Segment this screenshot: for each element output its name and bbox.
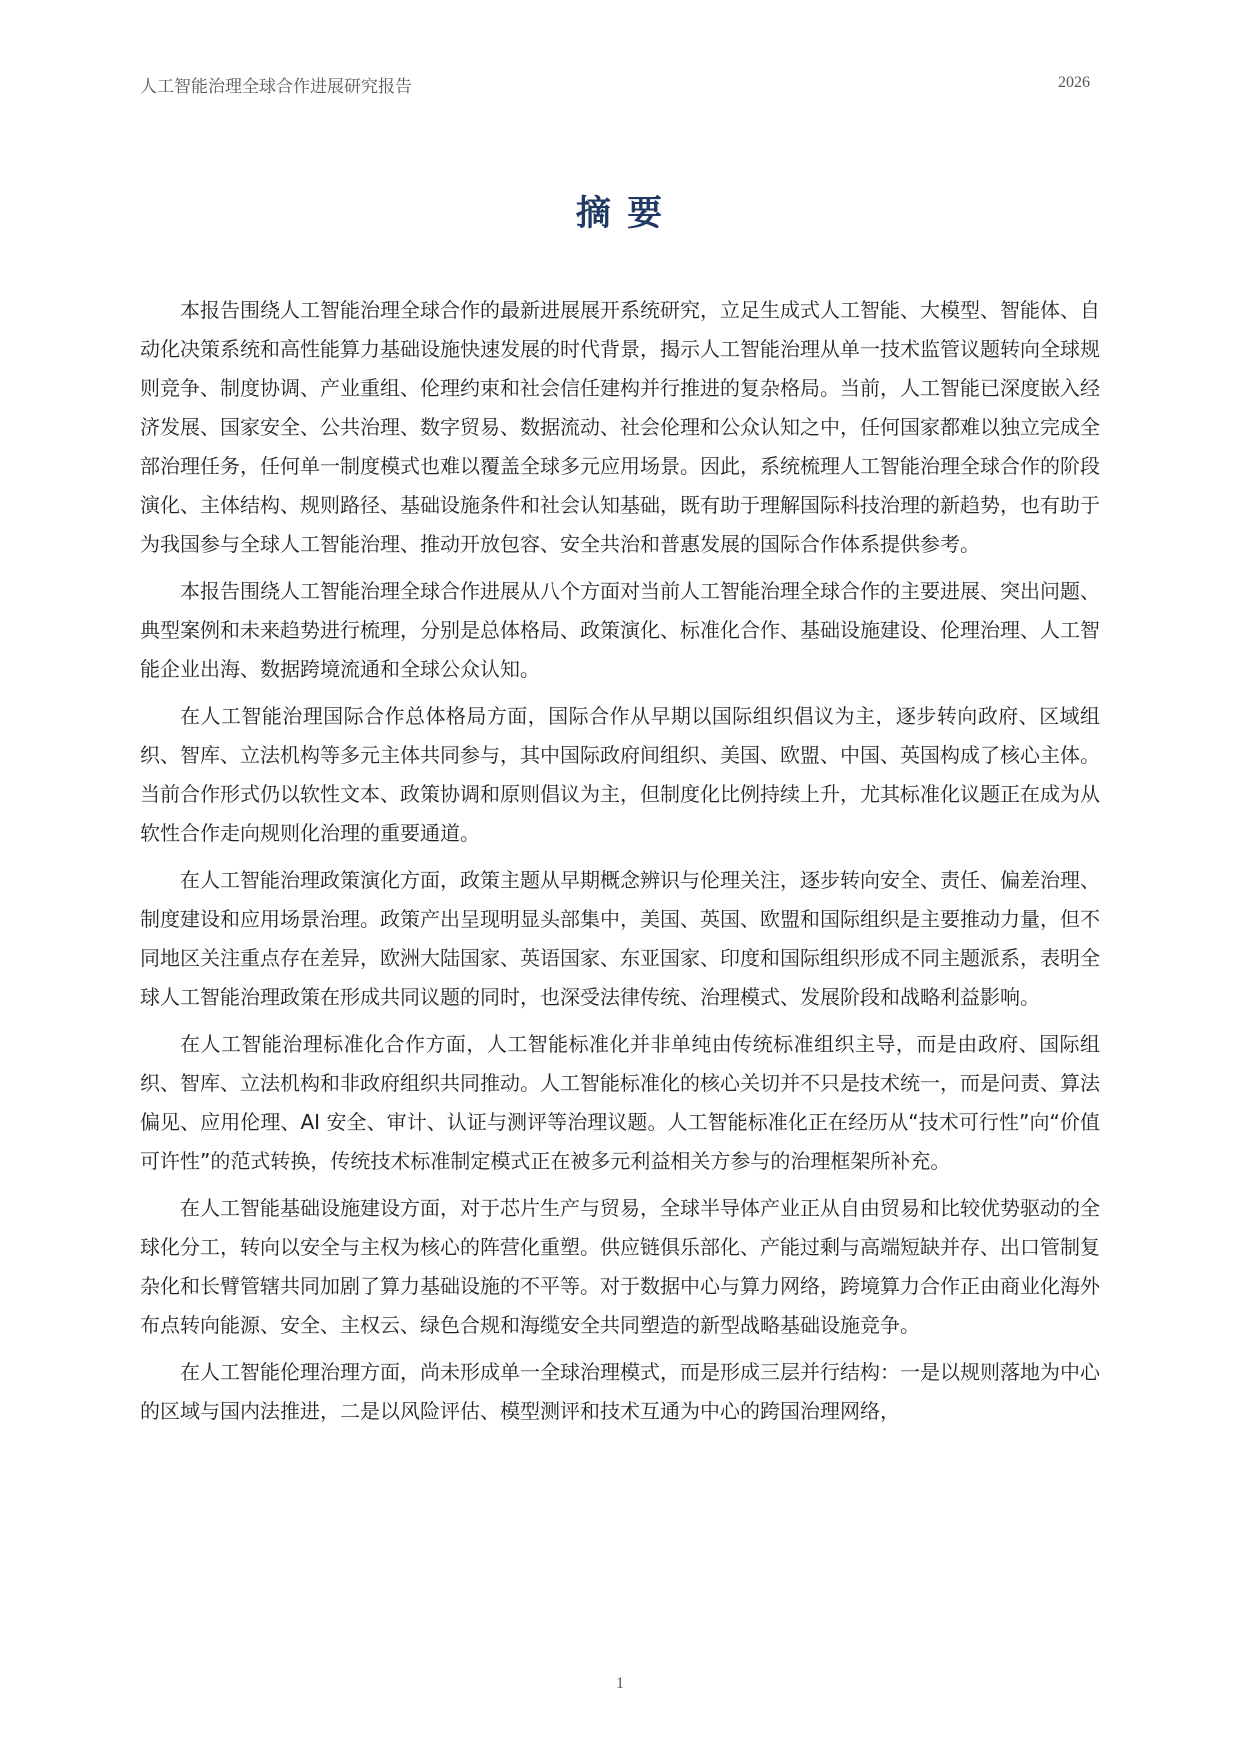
paragraph-scope: 本报告围绕人工智能治理全球合作进展从八个方面对当前人工智能治理全球合作的主要进展、突出问题、典型案例和未来趋势进行梳理，分别是总体格局、政策演化、标准化合作、基础设施建设、伦理治理、人工智能企业出海、数据跨境流通和全球公众认知。 [140, 579, 1100, 681]
paragraph-overall-pattern: 在人工智能治理国际合作总体格局方面，国际合作从早期以国际组织倡议为主，逐步转向政府、区域组织、智库、立法机构等多元主体共同参与，其中国际政府间组织、美国、欧盟、中国、英国构成了核心主体。当前合作形式仍以软性文本、政策协调和原则倡议为主，但制度化比例持续上升，尤其标准化议题正在成为从软性合作走向规则化治理的重要通道。 [140, 704, 1100, 845]
abstract-body [140, 291, 1100, 1439]
paragraph-infrastructure: 在人工智能基础设施建设方面，对于芯片生产与贸易，全球半导体产业正从自由贸易和比较优势驱动的全球化分工，转向以安全与主权为核心的阵营化重塑。供应链俱乐部化、产能过剩与高端短缺并存、出口管制复杂化和长臂管辖共同加剧了算力基础设施的不平等。对于数据中心与算力网络，跨境算力合作正由商业化海外布点转向能源、安全、主权云、绿色合规和海缆安全共同塑造的新型战略基础设施竞争。 [140, 1196, 1100, 1337]
report-title-header: 人工智能治理全球合作进展研究报告 [140, 77, 412, 97]
paragraph-policy-evolution: 在人工智能治理政策演化方面，政策主题从早期概念辨识与伦理关注，逐步转向安全、责任、偏差治理、制度建设和应用场景治理。政策产出呈现明显头部集中，美国、英国、欧盟和国际组织是主要推动力量，但不同地区关注重点存在差异，欧洲大陆国家、英语国家、东亚国家、印度和国际组织形成不同主题派系，表明全球人工智能治理政策在形成共同议题的同时，也深受法律传统、治理模式、发展阶段和战略利益影响。 [140, 868, 1100, 1009]
abstract-title: 摘 要 [575, 194, 665, 234]
report-year: 2026 [1058, 74, 1090, 91]
paragraph-intro: 本报告围绕人工智能治理全球合作的最新进展展开系统研究，立足生成式人工智能、大模型、智能体、自动化决策系统和高性能算力基础设施快速发展的时代背景，揭示人工智能治理从单一技术监管议题转向全球规则竞争、制度协调、产业重组、伦理约束和社会信任建构并行推进的复杂格局。当前，人工智能已深度嵌入经济发展、国家安全、公共治理、数字贸易、数据流动、社会伦理和公众认知之中，任何国家都难以独立完成全部治理任务，任何单一制度模式也难以覆盖全球多元应用场景。因此，系统梳理人工智能治理全球合作的阶段演化、主体结构、规则路径、基础设施条件和社会认知基础，既有助于理解国际科技治理的新趋势，也有助于为我国参与全球人工智能治理、推动开放包容、安全共治和普惠发展的国际合作体系提供参考。 [140, 298, 1100, 556]
paragraph-standardization: 在人工智能治理标准化合作方面，人工智能标准化并非单纯由传统标准组织主导，而是由政府、国际组织、智库、立法机构和非政府组织共同推动。人工智能标准化的核心关切并不只是技术统一，而是问责、算法偏见、应用伦理、AI 安全、审计、认证与测评等治理议题。人工智能标准化正在经历从“技术可行性”向“价值可许性”的范式转换，传统技术标准制定模式正在被多元利益相关方参与的治理框架所补充。 [140, 1032, 1100, 1173]
paragraph-ethics: 在人工智能伦理治理方面，尚未形成单一全球治理模式，而是形成三层并行结构：一是以规则落地为中心的区域与国内法推进，二是以风险评估、模型测评和技术互通为中心的跨国治理网络， [140, 1360, 1100, 1423]
page-number: 1 [616, 1675, 624, 1692]
